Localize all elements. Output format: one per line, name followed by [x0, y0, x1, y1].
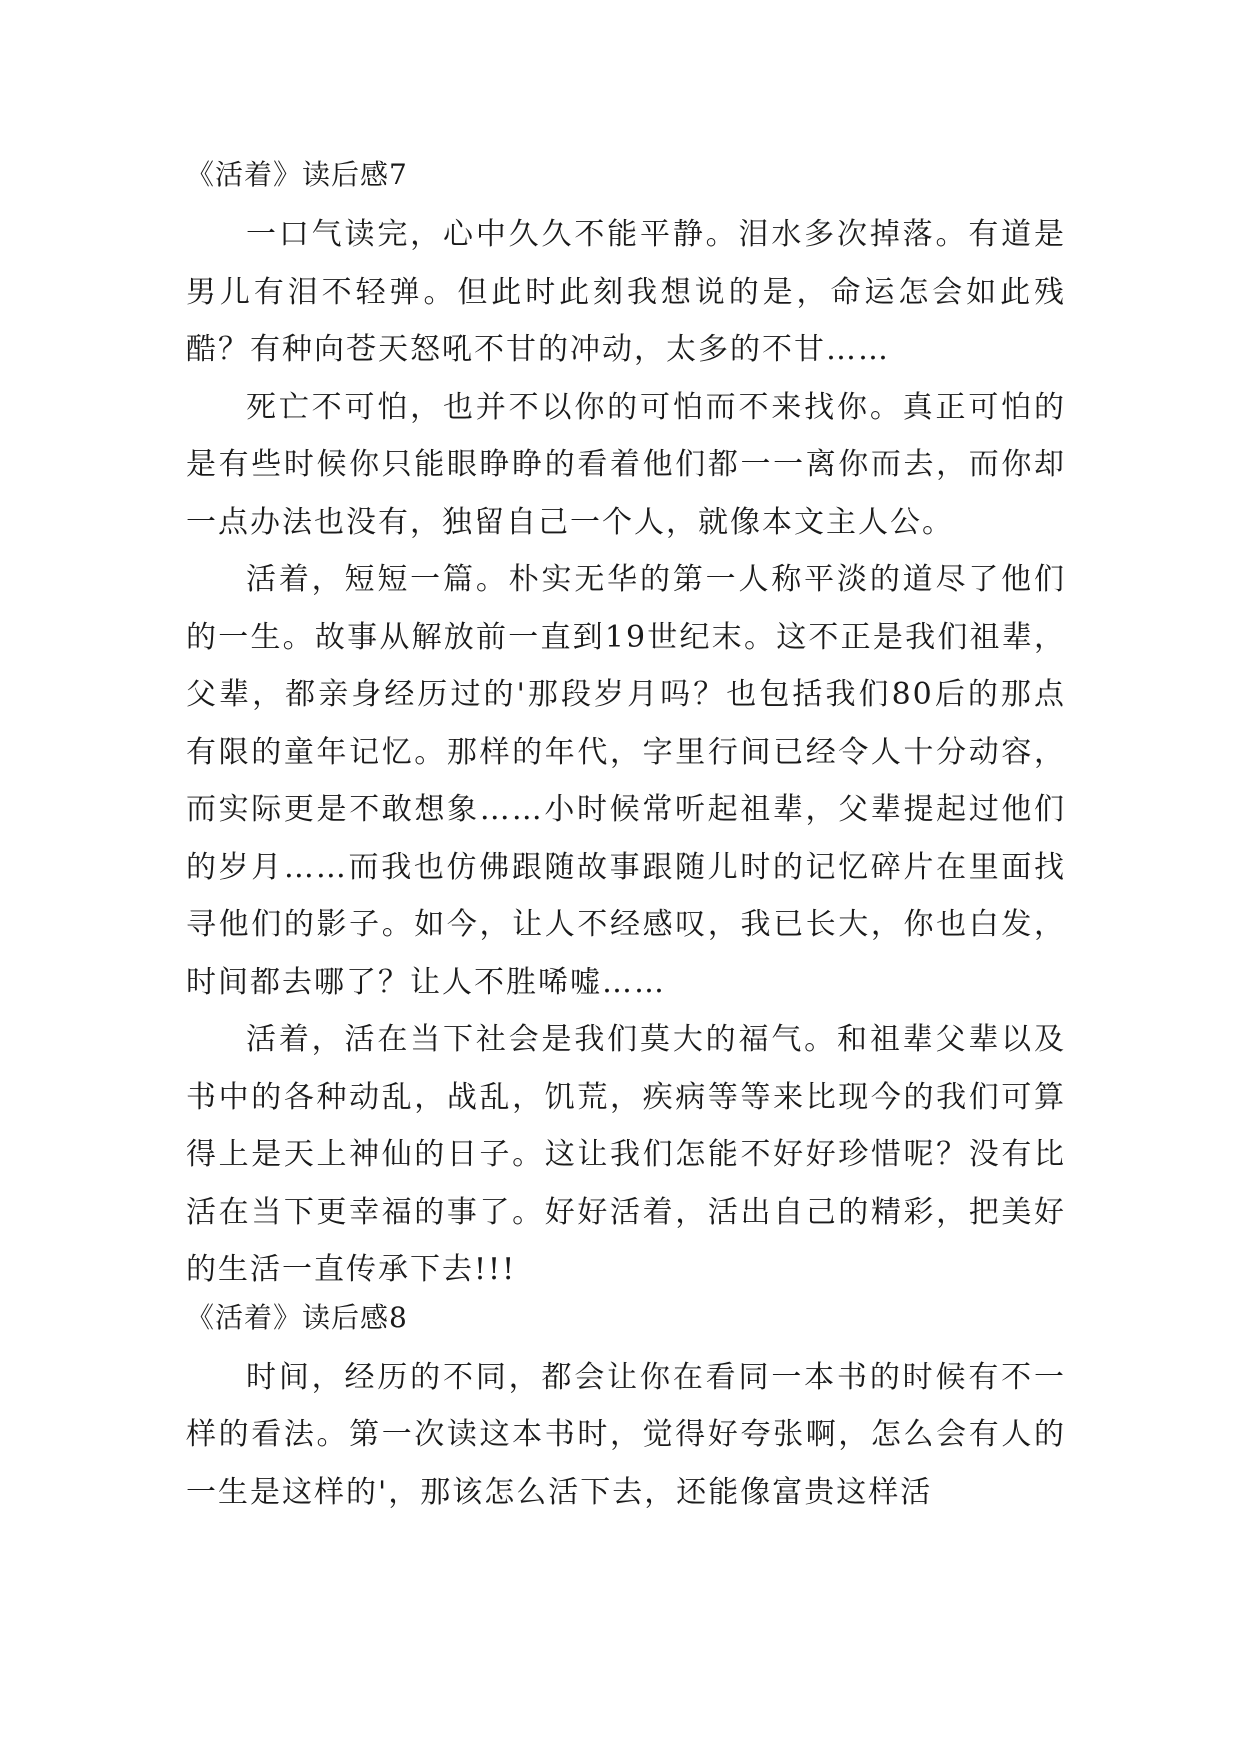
paragraph: 活着，短短一篇。朴实无华的第一人称平淡的道尽了他们的一生。故事从解放前一直到19世纪末。这不正是我们祖辈，父辈，都亲身经历过的'那段岁月吗？也包括我们80后的那点有限的童年记忆。那样的年代，字里行间已经令人十分动容，而实际更是不敢想象……小时候常听起祖辈，父辈提起过他们的岁月……而我也仿佛跟随故事跟随儿时的记忆碎片在里面找寻他们的影子。如今，让人不经感叹，我已长大，你也白发，时间都去哪了？让人不胜唏嘘…… — [186, 562, 1066, 1000]
paragraph: 活着，活在当下社会是我们莫大的福气。和祖辈父辈以及书中的各种动乱，战乱，饥荒，疾病等等来比现今的我们可算得上是天上神仙的日子。这让我们怎能不好好珍惜呢？没有比活在当下更幸福的事了。好好活着，活出自己的精彩，把美好的生活一直传承下去!!! — [186, 1022, 1066, 1287]
paragraph: 一口气读完，心中久久不能平静。泪水多次掉落。有道是男儿有泪不轻弹。但此时此刻我想说的是，命运怎会如此残酷？有种向苍天怒吼不甘的冲动，太多的不甘…… — [186, 217, 1066, 367]
section-title: 《活着》读后感7 — [186, 158, 408, 191]
section-title: 《活着》读后感8 — [186, 1300, 408, 1334]
document-page — [186, 156, 1066, 1521]
paragraph: 时间，经历的不同，都会让你在看同一本书的时候有不一样的看法。第一次读这本书时，觉得好夸张啊，怎么会有人的一生是这样的'，那该怎么活下去，还能像富贵这样活 — [186, 1359, 1066, 1510]
paragraph: 死亡不可怕，也并不以你的可怕而不来找你。真正可怕的是有些时候你只能眼睁睁的看着他们都一一离你而去，而你却一点办法也没有，独留自己一个人，就像本文主人公。 — [186, 389, 1066, 540]
